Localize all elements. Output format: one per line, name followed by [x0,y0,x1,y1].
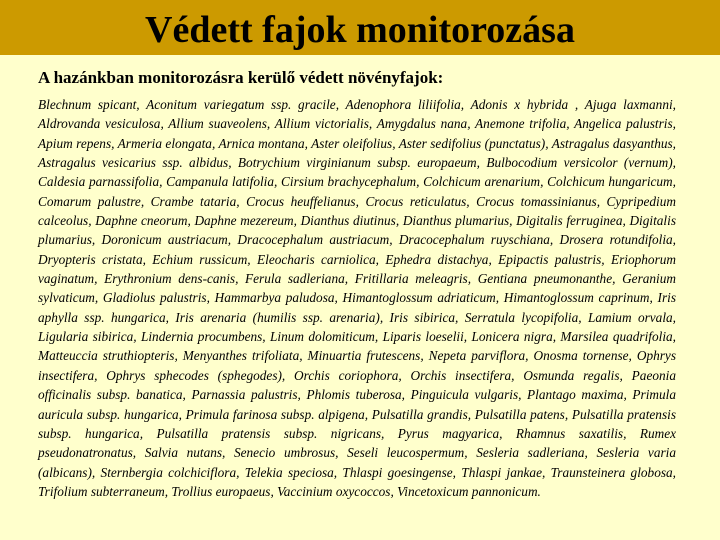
species-list: Blechnum spicant, Aconitum variegatum ssp. gracile, Adenophora liliifolia, Adonis x hybrida , Ajuga laxmanni, Aldrovanda vesiculosa, Allium suaveolens, Allium victorialis, Amygdalus nana, Anemone trifolia, Angelica palustris, Apium repens, Armeria elongata, Arnica montana, Aster oleifolius, Aster sedifolius (punctatus), Astragalus dasyanthus, Astragalus vesicarius ssp. albidus, Botrychium virginianum subsp. europaeum, Bulbocodium versicolor (vernum), Caldesia parnassifolia, Campanula latifolia, Cirsium brachycephalum, Colchicum arenarium, Colchicum hungaricum, Comarum palustre, Crambe tataria, Crocus heuffelianus, Crocus reticulatus, Crocus tomassinianus, Cypripedium calceolus, Daphne cneorum, Daphne mezereum, Dianthus diutinus, Dianthus plumarius, Digitalis ferruginea, Digitalis plumarius, Doronicum austriacum, Dracocephalum austriacum, Dracocephalum ruyschiana, Drosera rotundifolia, Dryopteris cristata, Echium russicum, Eleocharis carniolica, Ephedra distachya, Epipactis palustris, Eriophorum vaginatum, Erythronium dens-canis, Ferula sadleriana, Fritillaria meleagris, Gentiana pneumonanthe, Geranium sylvaticum, Gladiolus palustris, Hammarbya paludosa, Himantoglossum adriaticum, Himantoglossum caprinum, Iris aphylla ssp. hungarica, Iris arenaria (humilis ssp. arenaria), Iris sibirica, Serratula lycopifolia, Lamium orvala, Ligularia sibirica, Lindernia procumbens, Linum dolomiticum, Liparis loeselii, Lonicera nigra, Marsilea quadrifolia, Matteuccia struthiopteris, Menyanthes trifoliata, Minuartia frutescens, Nepeta parviflora, Onosma tornense, Ophrys insectifera, Ophrys sphecodes (sphegodes), Orchis coriophora, Orchis insectifera, Osmunda regalis, Paeonia officinalis subsp. banatica, Parnassia palustris, Phlomis tuberosa, Pinguicula vulgaris, Plantago maxima, Primula auricula subsp. hungarica, Primula farinosa subsp. alpigena, Pulsatilla grandis, Pulsatilla patens, Pulsatilla pratensis subsp. hungarica, Pulsatilla pratensis subsp. nigricans, Pyrus magyarica, Rhamnus saxatilis, Rumex pseudonatronatus, Salvia nutans, Senecio umbrosus, Seseli leucospermum, Sesleria sadleriana, Sesleria varia (albicans), Sternbergia colchiciflora, Telekia speciosa, Thlaspi goesingense, Thlaspi jankae, Traunsteinera globosa, Trifolium subterraneum, Trollius europaeus, Vaccinium oxycoccos, Vincetoxicum pannonicum. [38,97,676,499]
slide-title: Védett fajok monitorozása [145,9,575,51]
title-bar [0,0,720,55]
slide-subtitle: A hazánkban monitorozásra kerülő védett növényfajok: [38,68,444,87]
